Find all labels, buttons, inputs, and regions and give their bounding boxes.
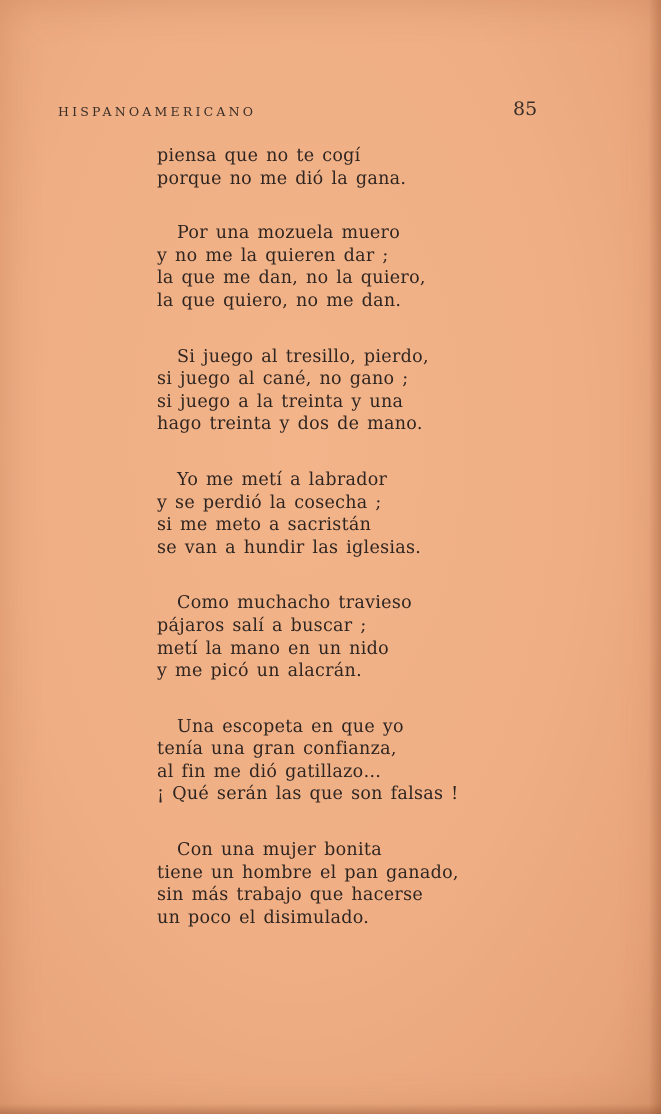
stanza <box>157 592 497 682</box>
poem-line: Por una mozuela muero <box>177 223 401 244</box>
poem-line: ¡ Qué serán las que son falsas ! <box>157 784 459 805</box>
page-edge-shadow <box>649 0 661 1114</box>
poem-line: sin más trabajo que hacerse <box>157 885 424 906</box>
poem-line: si juego a la treinta y una <box>157 391 404 412</box>
poem-line: si juego al cané, no gano ; <box>157 369 409 390</box>
running-head: HISPANOAMERICANO <box>58 104 257 119</box>
poem-line: Con una mujer bonita <box>177 840 382 861</box>
poem <box>157 145 497 929</box>
poem-line: hago treinta y dos de mano. <box>157 414 423 435</box>
poem-line: piensa que no te cogí <box>157 146 361 166</box>
page-edge-shadow <box>0 1104 661 1114</box>
stanza <box>157 346 497 436</box>
stanza <box>157 469 497 559</box>
poem-line: y no me la quieren dar ; <box>157 245 389 266</box>
poem-line: la que quiero, no me dan. <box>157 290 402 311</box>
stanza <box>157 222 497 312</box>
poem-line: Una escopeta en que yo <box>177 716 404 737</box>
poem-line: al fin me dió gatillazo… <box>157 761 382 782</box>
poem-line: se van a hundir las iglesias. <box>157 537 422 558</box>
poem-line: tiene un hombre el pan ganado, <box>157 862 459 883</box>
poem-line: Yo me metí a labrador <box>177 469 388 490</box>
poem-line: pájaros salí a buscar ; <box>157 615 367 636</box>
page-number: 85 <box>513 98 538 120</box>
poem-line: tenía una gran confianza, <box>157 739 397 760</box>
poem-line: si me meto a sacristán <box>157 515 372 536</box>
poem-line: Si juego al tresillo, pierdo, <box>177 346 429 367</box>
stanza <box>157 716 497 806</box>
poem-line: Como muchacho travieso <box>177 593 412 614</box>
poem-line: metí la mano en un nido <box>157 638 389 659</box>
stanza <box>157 145 497 190</box>
poem-line: la que me dan, no la quiero, <box>157 268 426 289</box>
poem-line: y se perdió la cosecha ; <box>157 492 382 513</box>
poem-line: porque no me dió la gana. <box>157 168 407 189</box>
poem-line: y me picó un alacrán. <box>157 661 362 682</box>
stanza <box>157 839 497 929</box>
poem-line: un poco el disimulado. <box>157 907 370 928</box>
